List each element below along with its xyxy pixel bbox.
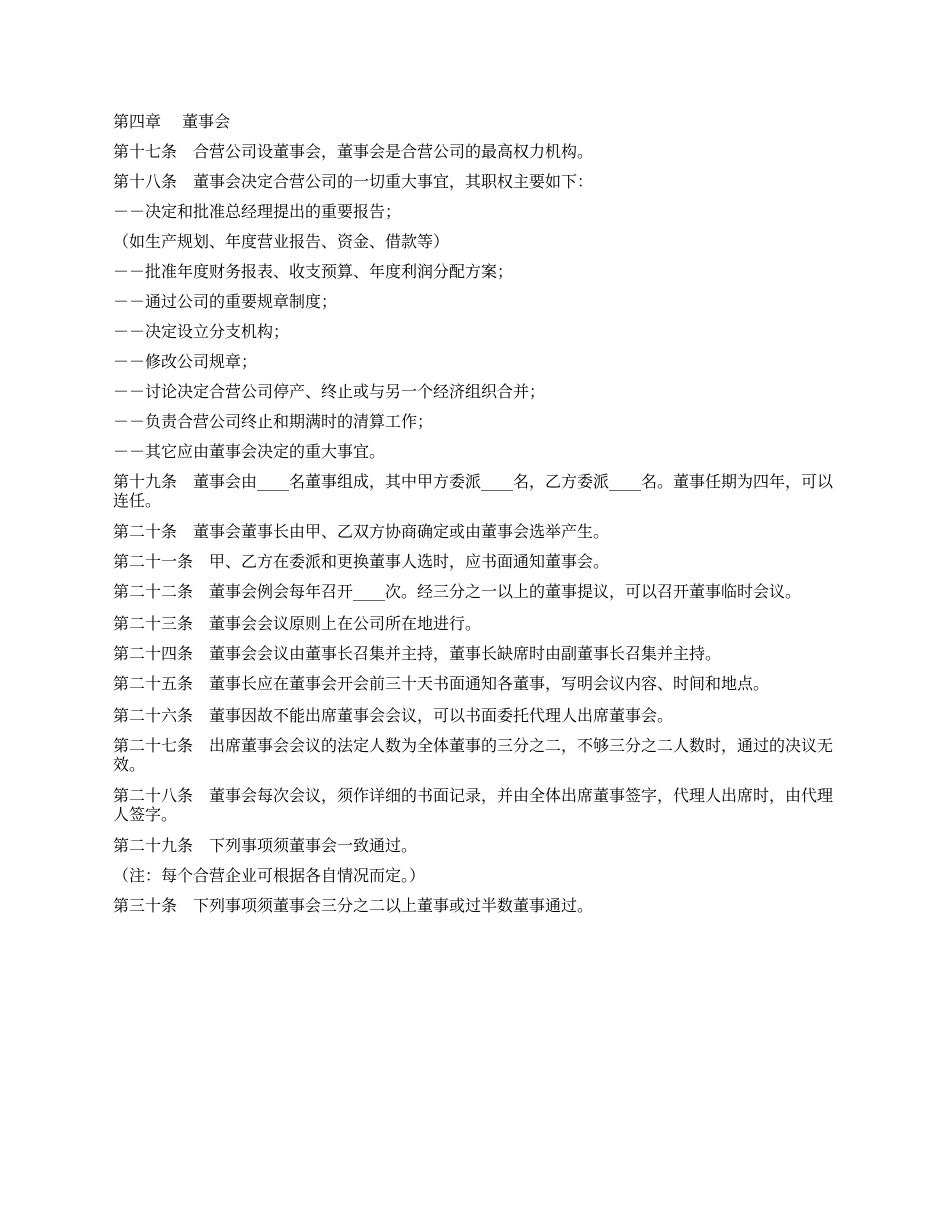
article-30: 第三十条 下列事项须董事会三分之二以上董事或过半数董事通过。 <box>113 896 594 915</box>
list-item: －－批准年度财务报表、收支预算、年度利润分配方案； <box>113 262 514 281</box>
article-27: 第二十七条 出席董事会会议的法定人数为全体董事的三分之二，不够三分之二人数时，通过的决议无效。 <box>113 736 834 774</box>
list-item: －－修改公司规章； <box>113 352 258 371</box>
article-21: 第二十一条 甲、乙方在委派和更换董事人选时，应书面通知董事会。 <box>113 552 610 571</box>
article-20: 第二十条 董事会董事长由甲、乙双方协商确定或由董事会选举产生。 <box>113 522 610 541</box>
list-item: －－讨论决定合营公司停产、终止或与另一个经济组织合并； <box>113 382 546 401</box>
article-19: 第十九条 董事会由____名董事组成，其中甲方委派____名，乙方委派____名。董事任期为四年，可以连任。 <box>113 472 834 510</box>
list-item: －－通过公司的重要规章制度； <box>113 292 338 311</box>
article-23: 第二十三条 董事会会议原则上在公司所在地进行。 <box>113 614 482 633</box>
article-29-note: （注：每个合营企业可根据各自情况而定。） <box>113 866 426 885</box>
article-22: 第二十二条 董事会例会每年召开____次。经三分之一以上的董事提议，可以召开董事临时会议。 <box>113 582 802 601</box>
list-item: －－决定设立分支机构； <box>113 322 290 341</box>
article-25: 第二十五条 董事长应在董事会开会前三十天书面通知各董事，写明会议内容、时间和地点。 <box>113 674 770 693</box>
list-item: －－负责合营公司终止和期满时的清算工作； <box>113 412 434 431</box>
article-29: 第二十九条 下列事项须董事会一致通过。 <box>113 836 418 855</box>
list-item: －－其它应由董事会决定的重大事宜。 <box>113 442 386 461</box>
article-26: 第二十六条 董事因故不能出席董事会会议，可以书面委托代理人出席董事会。 <box>113 706 674 725</box>
list-item: －－决定和批准总经理提出的重要报告； <box>113 202 402 221</box>
article-17: 第十七条 合营公司设董事会，董事会是合营公司的最高权力机构。 <box>113 142 594 161</box>
article-24: 第二十四条 董事会会议由董事长召集并主持，董事长缺席时由副董事长召集并主持。 <box>113 644 722 663</box>
chapter-heading: 第四章 董事会 <box>113 112 231 131</box>
article-28: 第二十八条 董事会每次会议，须作详细的书面记录，并由全体出席董事签字，代理人出席时，由代理人签字。 <box>113 786 834 824</box>
article-18: 第十八条 董事会决定合营公司的一切重大事宜，其职权主要如下： <box>113 172 594 191</box>
document-page <box>113 112 843 926</box>
list-note: （如生产规划、年度营业报告、资金、借款等） <box>113 232 450 251</box>
